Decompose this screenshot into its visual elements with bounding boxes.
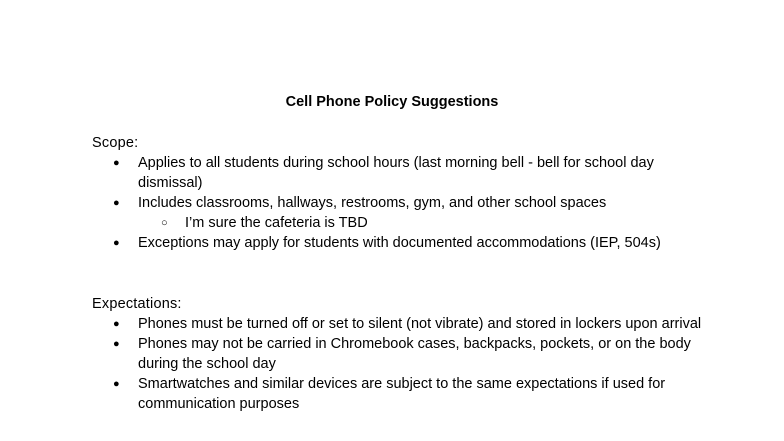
list-item-text: Exceptions may apply for students with documented accommodations (IEP, 504s): [138, 235, 661, 251]
section-heading-scope: Scope:: [92, 135, 139, 151]
bullet-icon: ●: [113, 378, 120, 390]
page-title: Cell Phone Policy Suggestions: [285, 94, 499, 110]
bullet-icon: ●: [113, 318, 120, 330]
list-item: [92, 374, 702, 414]
sub-list-item-text: I’m sure the cafeteria is TBD: [185, 215, 368, 231]
list-item: [92, 233, 702, 253]
hollow-bullet-icon: ○: [161, 217, 168, 229]
bullet-icon: ●: [113, 157, 120, 169]
list-item-text: Smartwatches and similar devices are subject to the same expectations if used for communication purposes: [138, 376, 666, 412]
list-item: [92, 314, 702, 334]
scope-section: [92, 133, 702, 253]
bullet-icon: ●: [113, 237, 120, 249]
bullet-icon: ●: [113, 338, 120, 350]
list-item-text: Includes classrooms, hallways, restrooms, gym, and other school spaces: [138, 195, 607, 211]
list-item-text: Phones must be turned off or set to silent (not vibrate) and stored in lockers upon arrival: [138, 316, 702, 332]
section-heading-expectations: Expectations:: [92, 296, 182, 312]
list-item-text: Phones may not be carried in Chromebook cases, backpacks, pockets, or on the body during the school day: [138, 336, 691, 372]
list-item: [92, 193, 702, 233]
expectations-list: [92, 314, 702, 414]
expectations-section: [92, 294, 702, 414]
list-item-text: Applies to all students during school hours (last morning bell - bell for school day dismissal): [138, 155, 654, 191]
list-item: [92, 153, 702, 193]
sub-list: [138, 213, 702, 233]
list-item: [92, 334, 702, 374]
sub-list-item: [138, 213, 702, 233]
scope-list: [92, 153, 702, 253]
bullet-icon: ●: [113, 197, 120, 209]
